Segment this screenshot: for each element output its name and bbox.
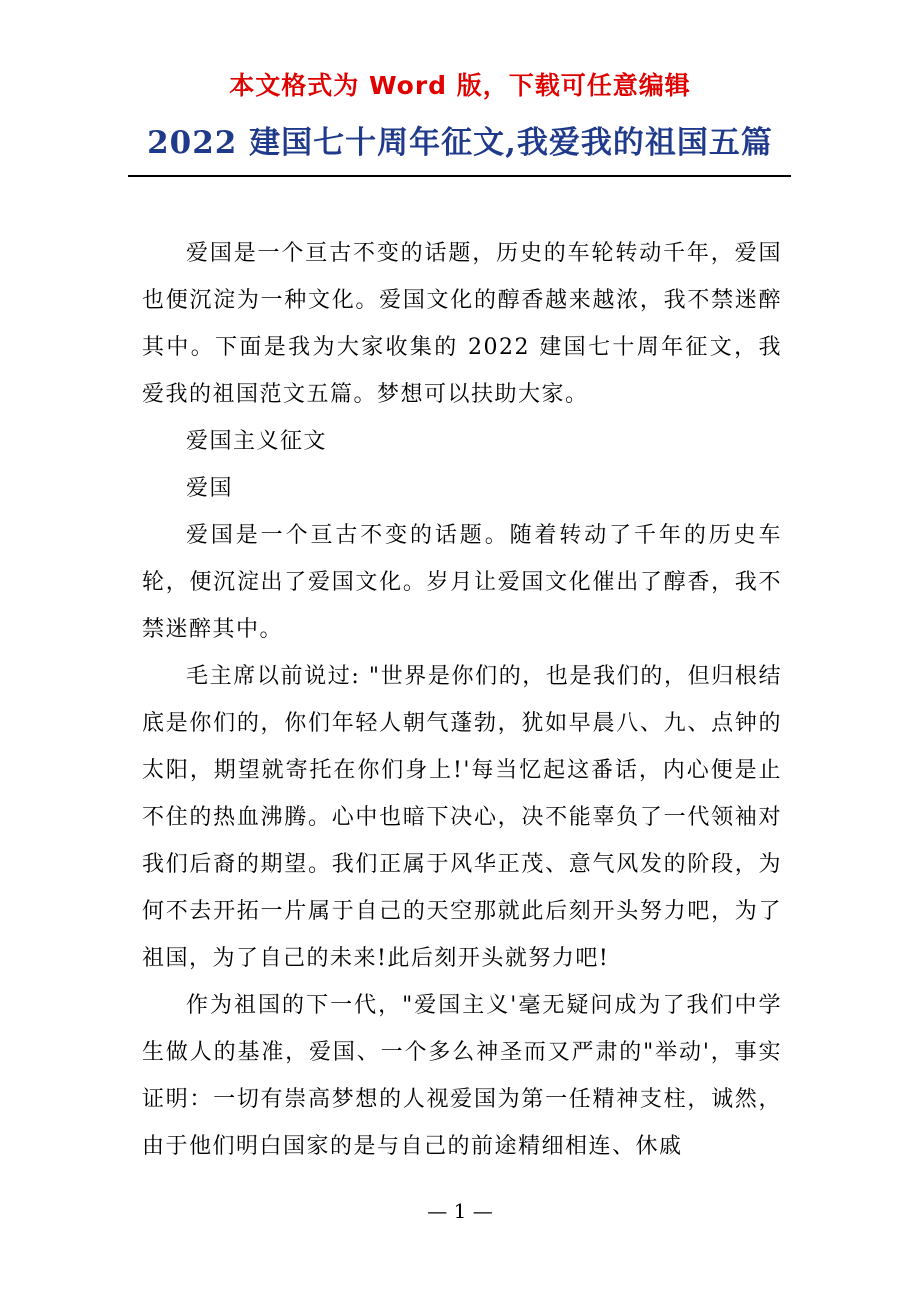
essay-title: 爱国 [186, 476, 234, 501]
title-underline [128, 175, 791, 177]
body-paragraph: 爱国是一个亘古不变的话题。随着转动了千年的历史车轮，便沉淀出了爱国文化。岁月让爱国文化催出了醇香，我不禁迷醉其中。 [142, 523, 782, 642]
body-paragraph: 毛主席以前说过: "世界是你们的，也是我们的，但归根结底是你们的，你们年轻人朝气蓬勃，犹如早晨八、九、点钟的太阳，期望就寄托在你们身上!'每当忆起这番话，内心便是止不住的热血沸腾。心中也暗下决心，决不能辜负了一代领袖对我们后裔的期望。我们正属于风华正茂、意气风发的阶段，为何不去开拓一片属于自己的天空那就此后刻开头努力吧，为了祖国，为了自己的未来!此后刻开头就努力吧! [142, 664, 783, 971]
document-title: 2022 建国七十周年征文,我爱我的祖国五篇 [147, 125, 773, 161]
page-number: — 1 — [427, 1199, 493, 1223]
word-format-banner: 本文格式为 Word 版，下载可任意编辑 [229, 71, 691, 100]
body-paragraph: 作为祖国的下一代，"爱国主义'毫无疑问成为了我们中学生做人的基准，爱国、一个多么神圣而又严肃的"举动'，事实证明：一切有崇高梦想的人视爱国为第一任精神支柱，诚然，由于他们明白国家的是与自己的前途精细相连、休戚 [142, 993, 782, 1159]
section-heading: 爱国主义征文 [186, 429, 328, 454]
document-body [142, 230, 782, 1170]
intro-paragraph: 爱国是一个亘古不变的话题，历史的车轮转动千年，爱国也便沉淀为一种文化。爱国文化的醇香越来越浓，我不禁迷醉其中。下面是我为大家收集的 2022 建国七十周年征文，我爱我的祖国范文五篇。梦想可以扶助大家。 [142, 241, 782, 407]
